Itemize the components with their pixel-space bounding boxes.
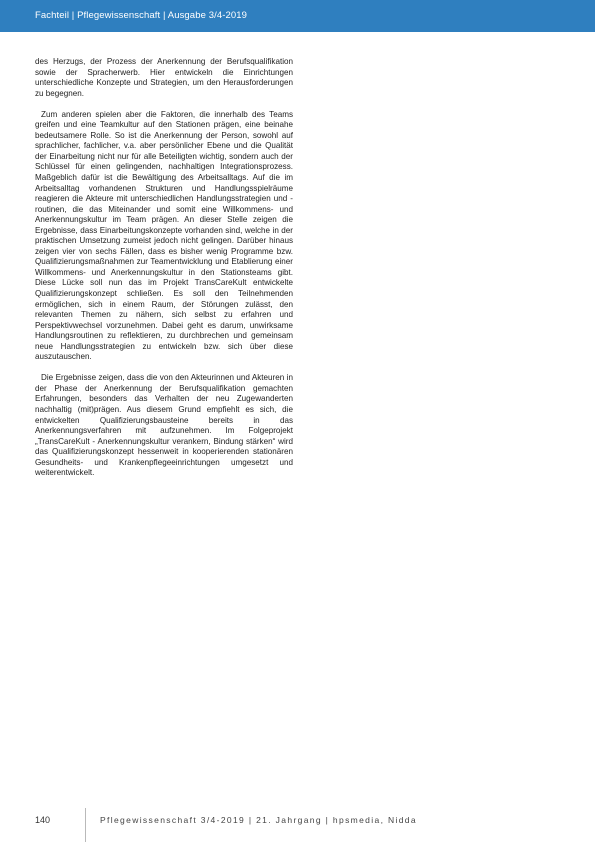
article-column [35,57,293,489]
paragraph-1: des Herzugs, der Prozess der Anerkennung der Berufsqualifikation sowie der Spracherwerb. Hier entwickeln die Einrichtungen unterschiedliche Konzepte und Strategien, um den Herausforderungen zu begegnen. [35,57,293,98]
page-number: 140 [35,815,51,825]
footer-journal-info: Pflegewissenschaft 3/4-2019 | 21. Jahrgang | hpsmedia, Nidda [100,815,417,825]
paragraph-3: Die Ergebnisse zeigen, dass die von den Akteurinnen und Akteuren in der Phase der Anerkennung der Berufsqualifikation gemachten Erfahrungen, besonders das Verhalten der neu Zugewanderten nachhaltig (mit)prägen. Aus diesem Grund empfiehlt es sich, die entwickelten Qualifizierungsbausteine bereits in das Anerkennungsverfahren mit aufzunehmen. Im Folgeprojekt „TransCareKult - Anerkennungskultur verankern, Bindung stärken“ wird das Qualifizierungskonzept hessenweit in kooperierenden stationären Gesundheits- und Krankenpflegeeinrichtungen umgesetzt und weiterentwickelt. [35,373,293,478]
paragraph-2: Zum anderen spielen aber die Faktoren, die innerhalb des Teams greifen und eine Teamkultur auf den Stationen prägen, eine beinahe bedeutsamere Rolle. So ist die Anerkennung der Person, sowohl auf sprachlicher, fachlicher, v.a. aber persönlicher Ebene und die Qualität der Einarbeitung nicht nur für alle Beteiligten wichtig, sondern auch der Schlüssel für einen gelingenden, nachhaltigen Integrationsprozess. Maßgeblich dafür ist die Bewältigung des Arbeitsalltags. Auf die im Arbeitsalltag vorhandenen Strukturen und Handlungsspielräume reagieren die Akteure mit unterschiedlichen Handlungsstrategien und -routinen, die das Miteinander und somit eine Willkommens- und Anerkennungskultur im Team prägen. An dieser Stelle zeigen die Ergebnisse, dass Einarbeitungskonzepte vorhanden sind, welche in der praktischen Umsetzung zumeist jedoch nicht gelingen. Darüber hinaus zeigen vier von sechs Fällen, dass es bisher wenig Programme bzw. Qualifizierungsmaßnahmen zur Teamentwicklung und Etablierung einer Willkommens- und Anerkennungskultur in den Stationsteams gibt. Diese Lücke soll nun das im Projekt TransCareKult entwickelte Qualifizierungskonzept schließen. Es soll den Teilnehmenden ermöglichen, sich in einem Raum, der Störungen zulässt, den relevanten Themen zu nähern, sich selbst zu erfahren und Perspektivwechsel vorzunehmen. Dabei geht es darum, unwirksame Handlungsroutinen zu reflektieren, zu durchbrechen und gemeinsam neue Handlungsstrategien zu entwickeln bzw. sich über diese auszutauschen. [35,109,293,362]
header-bar [0,0,595,32]
running-header: Fachteil | Pflegewissenschaft | Ausgabe 3/4-2019 [35,10,247,21]
footer-divider [85,808,86,842]
